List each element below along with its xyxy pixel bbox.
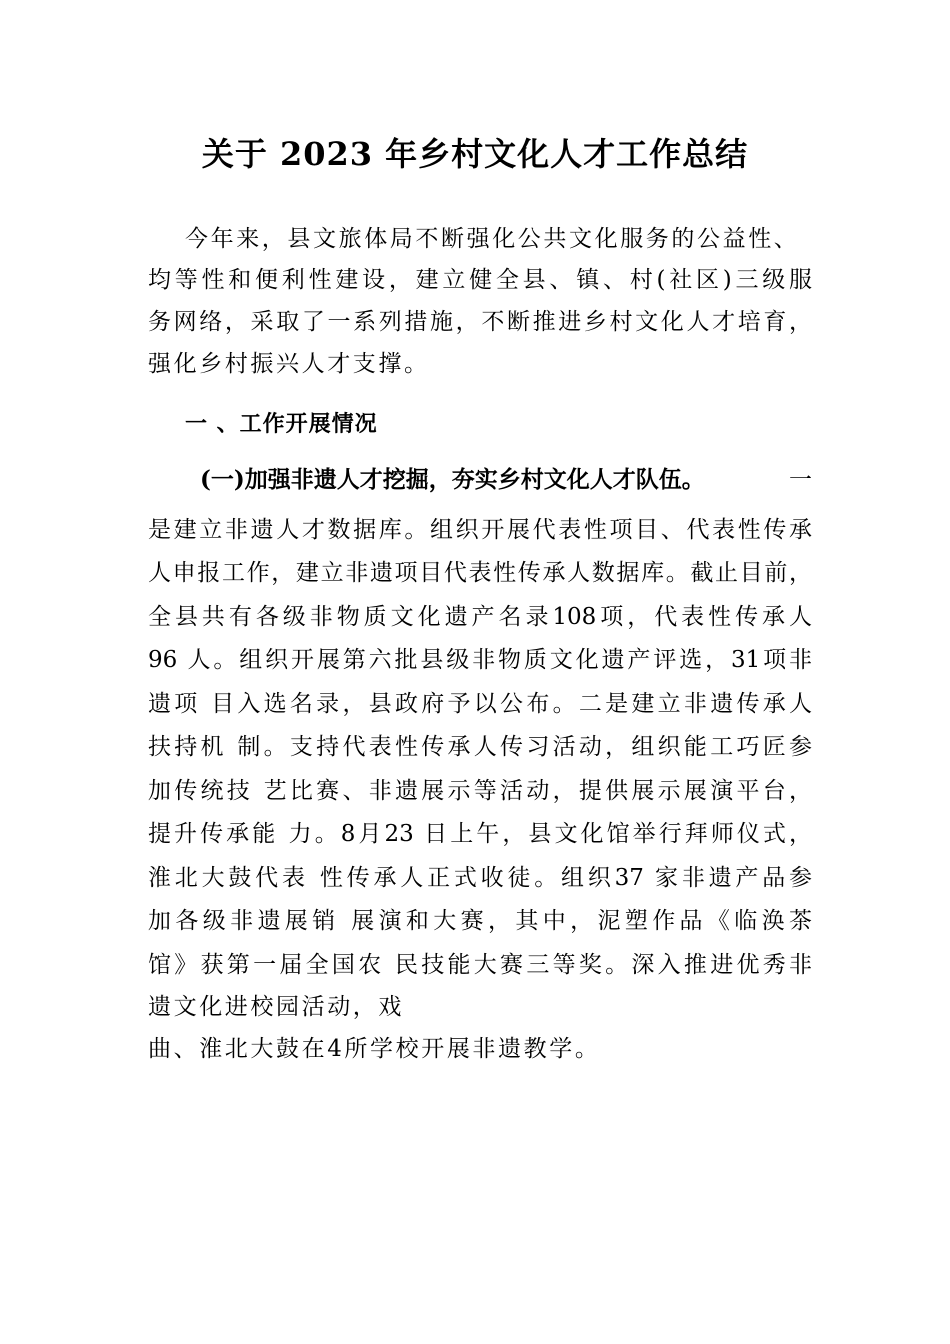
body-line-7: 加传统技 艺比赛、非遗展示等活动，提供展示展演平台， xyxy=(148,778,812,804)
body-line-6: 扶持机 制。支持代表性传承人传习活动，组织能工巧匠参 xyxy=(148,734,812,760)
subsection-trailing-text: 一 xyxy=(789,467,812,493)
intro-line-1: 今年来，县文旅体局不断强化公共文化服务的公益性、 xyxy=(185,226,800,252)
section-heading: 一 、工作开展情况 xyxy=(185,411,378,437)
body-line-9: 淮北大鼓代表 性传承人正式收徒。组织37 家非遗产品参 xyxy=(148,865,812,891)
body-line-4: 96 人。组织开展第六批县级非物质文化遗产评选，31项非 xyxy=(148,647,812,673)
body-line-1: 是建立非遗人才数据库。组织开展代表性项目、代表性传承 xyxy=(148,517,812,543)
subsection-heading-row xyxy=(200,463,812,497)
body-line-5: 遗项 目入选名录，县政府予以公布。二是建立非遗传承人 xyxy=(148,691,812,717)
intro-line-4: 强化乡村振兴人才支撑。 xyxy=(148,351,430,377)
body-line-2: 人申报工作，建立非遗项目代表性传承人数据库。截止目前， xyxy=(148,560,812,586)
document-title: 关于 2023 年乡村文化人才工作总结 xyxy=(201,135,749,173)
body-line-11: 馆》获第一届全国农 民技能大赛三等奖。深入推进优秀非 xyxy=(148,952,812,978)
body-line-12: 遗文化进校园活动，戏 xyxy=(148,994,404,1020)
final-line: 曲、淮北大鼓在4所学校开展非遗教学。 xyxy=(148,1036,601,1062)
body-line-3: 全县共有各级非物质文化遗产名录108项，代表性传承人 xyxy=(148,604,812,630)
intro-line-2: 均等性和便利性建设，建立健全县、镇、村(社区)三级服 xyxy=(148,267,812,293)
subsection-heading: (一)加强非遗人才挖掘，夯实乡村文化人才队伍。 xyxy=(200,466,705,493)
intro-line-3: 务网络，采取了一系列措施，不断推进乡村文化人才培育， xyxy=(148,309,812,335)
body-line-8: 提升传承能 力。8月23 日上午，县文化馆举行拜师仪式， xyxy=(148,821,812,847)
body-line-10: 加各级非遗展销 展演和大赛，其中，泥塑作品《临涣茶 xyxy=(148,908,812,934)
